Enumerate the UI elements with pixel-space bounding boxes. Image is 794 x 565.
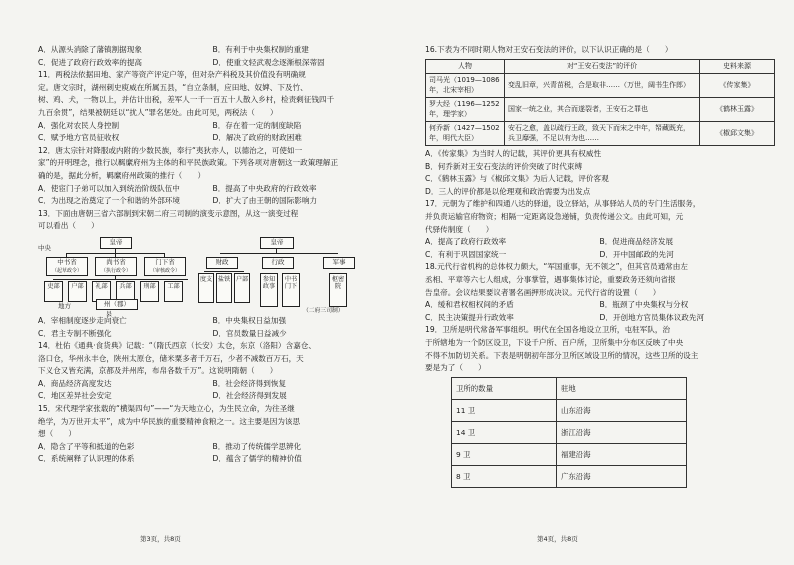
q15-text-2: 绝学，为万世开太平”，成为中华民族的重要精神食粮之一。这主要是因为该思	[38, 416, 301, 426]
q10-options-2	[38, 57, 387, 70]
diagram-gongbu-box: 工部	[164, 281, 183, 302]
q17-options-2	[425, 249, 774, 262]
q19-cell-location: 山东沿海	[557, 399, 687, 421]
q19-cell-count: 11 卫	[452, 399, 557, 421]
q14-option-a[interactable]: A．商品经济高度发达	[38, 378, 112, 388]
q18-option-c[interactable]: C．民主决策提升行政效率	[425, 312, 514, 322]
diagram-center-label: 中央	[38, 243, 51, 252]
diagram-zhongshu-label: 中书省	[57, 257, 77, 266]
q14-option-c[interactable]: C．地区差异社会安定	[38, 391, 112, 401]
q17-text-3: 代驿传制度（ ）	[425, 224, 494, 234]
diagram-libu-box: 吏部	[44, 281, 63, 302]
q19-cell-location: 广东沿海	[557, 465, 687, 487]
q16-header-evaluation: 对“王安石变法”的评价	[505, 59, 700, 74]
q19-text-3: 不得不加防切关系。下表是明朝初年部分卫所区域设卫所的情况，这些卫所的设主	[425, 350, 699, 360]
q11-option-c[interactable]: C．赋予地方官员征收权	[38, 133, 120, 143]
diagram-shangshu-box	[95, 257, 137, 276]
q11-text-4: 九百余贯”，结果被朝廷以“扰人”罪名惩处。由此可见，两税法（ ）	[38, 107, 278, 117]
q11-option-b[interactable]: B．存在着一定的制度缺陷	[212, 120, 302, 130]
q13-options-2	[38, 328, 387, 341]
q19-header-location: 驻地	[557, 377, 687, 399]
diagram-zhongshumenxia-box: 中书门下	[282, 273, 300, 307]
q18-text-1: 18.元代行省机构的总体权力颇大，“军国重事，无不领之”，但其官员通常由左	[425, 262, 688, 272]
q11-text-1: 11．两税法依据田地、家产等资产评定户等，但对杂产科税及其价值没有明确规	[38, 70, 306, 80]
q14-option-b[interactable]: B．社会经济得到恢复	[212, 378, 287, 388]
q15-text-1: 15．宋代理学家张载的“横渠四句”——“为天地立心，为生民立命，为往圣继	[38, 404, 295, 414]
q11-text-2: 定。唐文宗时，湖州刺史庾威在所属五县，“自立条制，应田地、奴婢、下及竹、	[38, 82, 308, 92]
q18-options	[425, 299, 774, 312]
q14-options	[38, 378, 387, 391]
government-structure-diagram	[38, 235, 387, 318]
q10-option-b[interactable]: B．有利于中央集权制的重建	[212, 45, 309, 54]
q11-option-a[interactable]: A．强化对农民人身控制	[38, 120, 120, 130]
right-page-footer: 第4页，共8页	[537, 535, 578, 543]
q19-table-header	[452, 377, 687, 399]
diagram-menxia-box	[144, 257, 186, 276]
q12-option-c[interactable]: C．为出现之治奠定了一个和谐的外部环境	[38, 196, 180, 206]
q19-text-1: 19．卫所是明代常备军事组织。明代在全国各地设立卫所，屯驻军队，治	[425, 325, 671, 335]
q13-option-d[interactable]: D．官员数量日益减少	[212, 328, 287, 338]
q16-table-header	[426, 59, 775, 74]
diagram-menxia-label: 门下省	[155, 257, 175, 266]
q14-option-d[interactable]: D．社会经济得到发展	[212, 391, 287, 401]
q19-cell-count: 14 卫	[452, 421, 557, 443]
diagram-song-military-box: 军事	[323, 257, 355, 269]
diagram-song-emperor-box: 皇帝	[260, 237, 294, 249]
q14-text-2: 洛口仓，华州永丰仓，陕州太原仓，储米粟多者千万石，少者不减数百万石，天	[38, 353, 304, 363]
q12-option-a[interactable]: A．使宦门子弟可以加入到统治阶级队伍中	[38, 183, 180, 193]
q12-option-b[interactable]: B．提高了中央政府的行政效率	[212, 183, 317, 193]
diagram-menxia-sub: （审核政令）	[149, 267, 180, 274]
q15-option-a[interactable]: A．隐含了平等和抵道的色彩	[38, 441, 135, 451]
q18-option-a[interactable]: A．缓和君权相权间的矛盾	[425, 300, 514, 310]
diagram-emperor-box: 皇帝	[100, 237, 132, 249]
diagram-shangshu-sub: （执行政令）	[100, 267, 131, 274]
q19-cell-count: 9 卫	[452, 443, 557, 465]
q15-text-3: 想（ ）	[38, 429, 76, 439]
diagram-hubu-box: 户部	[68, 281, 87, 302]
q13-options	[38, 315, 387, 328]
diagram-local-label: 地方	[58, 301, 71, 310]
q13-option-b[interactable]: B．中央集权日益加强	[212, 315, 287, 325]
q16-header-person: 人物	[426, 59, 505, 74]
q18-text-3: 告皇帝。会议结果要议者署名画押形成决议。元代行省的设置（ ）	[425, 287, 661, 297]
table-row	[426, 122, 775, 146]
table-row	[452, 443, 687, 465]
table-row	[452, 465, 687, 487]
right-page	[397, 0, 794, 565]
q17-option-c[interactable]: C．有利于巩固国家统一	[425, 249, 507, 259]
q16-option-b[interactable]: B．何乔新对王安石变法的评价突破了时代束缚	[425, 161, 583, 171]
q12-options	[38, 183, 387, 196]
q14-text-3: 下义仓又皆充满，京都及并州库，布帛各数千万”。这说明隋朝（ ）	[38, 366, 278, 376]
table-row	[452, 421, 687, 443]
q15-options-2	[38, 453, 387, 466]
q18-option-d[interactable]: D．开创地方官员集体议政先河	[599, 312, 705, 322]
q19-cell-location: 福建沿海	[557, 443, 687, 465]
q16-cell-evaluation: 国家一统之业，其合而遂裂者，王安石之罪也	[505, 98, 700, 122]
diagram-libu2-box: 礼部	[92, 281, 111, 302]
q19-header-count: 卫所的数量	[452, 377, 557, 399]
q10-option-c[interactable]: C．促进了政府行政效率的提高	[38, 57, 143, 67]
q11-text-3: 树、鸡、犬，一物以上，并估计出税，差军人一千一百五十人散入乡村，检责剩征钱四千	[38, 95, 335, 105]
q16-cell-evaluation: 安石之愈，盖以疏行王政，致天下而宋之中年，帑藏既充，兵卫靡强，不足以有为也……	[505, 122, 700, 146]
q11-options-2	[38, 132, 387, 145]
diagram-shumiyuan-box: 枢密院	[329, 273, 347, 307]
diagram-song-finance-box: 财政	[206, 257, 238, 269]
diagram-line	[53, 279, 188, 280]
q14-text-1: 14．杜佑《通典·食货典》记载：“（隋氏西京（长安）太仓，东京（洛阳）含嘉仓、	[38, 341, 316, 351]
diagram-line	[220, 253, 338, 254]
q15-option-b[interactable]: B．推动了传统儒学思辨化	[212, 441, 302, 451]
q10-option-d[interactable]: D．使重文轻武观念逐渐根深蒂固	[212, 57, 325, 67]
q10-option-a[interactable]: A．从源头消除了藩镇割据现象	[38, 45, 142, 54]
diagram-hubu-song-box: 户部	[234, 273, 250, 303]
q17-option-b[interactable]: B．促进商品经济发展	[599, 237, 674, 247]
q16-option-c[interactable]: C．《鹤林玉露》与《椒邱文集》为后人记载，评价客观	[425, 174, 609, 184]
table-row	[452, 399, 687, 421]
q11-option-d[interactable]: D．解决了政府的财政困难	[212, 133, 302, 143]
q12-options-2	[38, 195, 387, 208]
q17-text-2: 并负责运输官府物资；相隔一定距离设急递铺，负责传递公文。由此可知，元	[425, 212, 684, 222]
q16-option-d[interactable]: D．三人的评价都是以伦理观和政治需要为出发点	[425, 186, 591, 196]
left-page-footer: 第3页，共8页	[140, 535, 181, 543]
q13-text-2: 可以看出（ ）	[38, 221, 99, 231]
q12-text-2: 家”的开明理念，推行以羁縻府州为主体的和平民族政策。下列各项对唐朝这一政策理解正	[38, 158, 339, 168]
diagram-song-admin-box: 行政	[262, 257, 294, 269]
q10-options	[38, 44, 387, 57]
q16-cell-person: 何乔新（1427—1502年，明代大臣）	[426, 122, 505, 146]
q16-cell-source: 《传家集》	[700, 74, 775, 98]
q16-table	[425, 59, 775, 147]
q12-text-3: 确的是，据此分析，羁縻府州政策的推行（ ）	[38, 170, 206, 180]
q19-text-2: 于所辖地为一个防区设卫，下设千户所、百户所，卫所集中分布区反映了中央	[425, 338, 684, 347]
q16-cell-person: 罗大经（1196—1252年，理学家）	[426, 98, 505, 122]
q16-cell-person: 司马光（1019—1086年，北宋宰相）	[426, 74, 505, 98]
q18-options-2	[425, 312, 774, 325]
table-row	[426, 98, 775, 122]
q16-cell-evaluation: 变乱旧章，兴青苗税，合是取非……（万世，阔书生作郎）	[505, 74, 700, 98]
q19-text-4: 要是为了（ ）	[425, 363, 486, 373]
q19-table	[451, 377, 687, 488]
q14-options-2	[38, 390, 387, 403]
q16-header-source: 史料来源	[700, 59, 775, 74]
diagram-xingbu-box: 刑部	[140, 281, 159, 302]
q16-cell-source: 《椒邱文集》	[700, 122, 775, 146]
diagram-yantie-box: 盐铁	[216, 273, 232, 303]
q16-text-1: 16.下表为不同时期人物对王安石变法的评价，以下认识正确的是（ ）	[425, 45, 673, 54]
diagram-xian-label: 县	[106, 310, 113, 318]
q19-cell-count: 8 卫	[452, 465, 557, 487]
q17-option-a[interactable]: A．提高了政府行政效率	[425, 237, 507, 247]
q16-cell-source: 《鹤林玉露》	[700, 98, 775, 122]
q13-option-a[interactable]: A．宰相制度逐步走向衰亡	[38, 315, 127, 325]
q19-cell-location: 浙江沿海	[557, 421, 687, 443]
q17-option-d[interactable]: D．开中国邮政的先河	[599, 249, 674, 259]
q18-text-2: 丞相、平章等六七人组成，分事掌管，遇事集体讨论，重要政务还须向省报	[425, 275, 676, 285]
q15-option-d[interactable]: D．蕴含了儒学的精神价值	[212, 454, 302, 464]
diagram-line	[204, 271, 244, 272]
q18-option-b[interactable]: B．瓶颈了中央集权与分权	[599, 300, 689, 310]
q15-option-c[interactable]: C．系统阐释了认识理的体系	[38, 454, 135, 464]
diagram-bingbu-box: 兵部	[116, 281, 135, 302]
diagram-duzhi-box: 度支	[198, 273, 214, 303]
q11-options	[38, 120, 387, 133]
diagram-zhongshu-sub: （起草政令）	[51, 267, 82, 274]
q16-option-a[interactable]: A．《传家集》为当时人的记载，其评价更具有权威性	[425, 149, 602, 159]
q13-text-1: 13．下面由唐朝三省六部制到宋朝二府三司制的演变示意图，从这一演变过程	[38, 208, 299, 218]
q12-text-1: 12．唐太宗针对降服或内附的少数民族，奉行“夷狄亦人，以德治之，可使如一	[38, 145, 303, 155]
diagram-zhongshu-box	[46, 257, 88, 276]
q17-options	[425, 236, 774, 249]
q12-option-d[interactable]: D．扩大了由王朝的国际影响力	[212, 196, 318, 206]
q17-text-1: 17．元朝为了维护和四通八达的驿道，设立驿站，从事驿站人员的专门生活服务，	[425, 199, 701, 209]
diagram-shangshu-label: 尚书省	[106, 257, 126, 266]
table-row	[426, 74, 775, 98]
q15-options	[38, 441, 387, 454]
q13-option-c[interactable]: C．君主专制不断强化	[38, 328, 112, 338]
diagram-song-caption: （二府三司制）	[303, 307, 344, 314]
diagram-zhou-box: 州（郡）	[96, 299, 138, 310]
diagram-canzhi-box: 参知政事	[260, 273, 278, 307]
